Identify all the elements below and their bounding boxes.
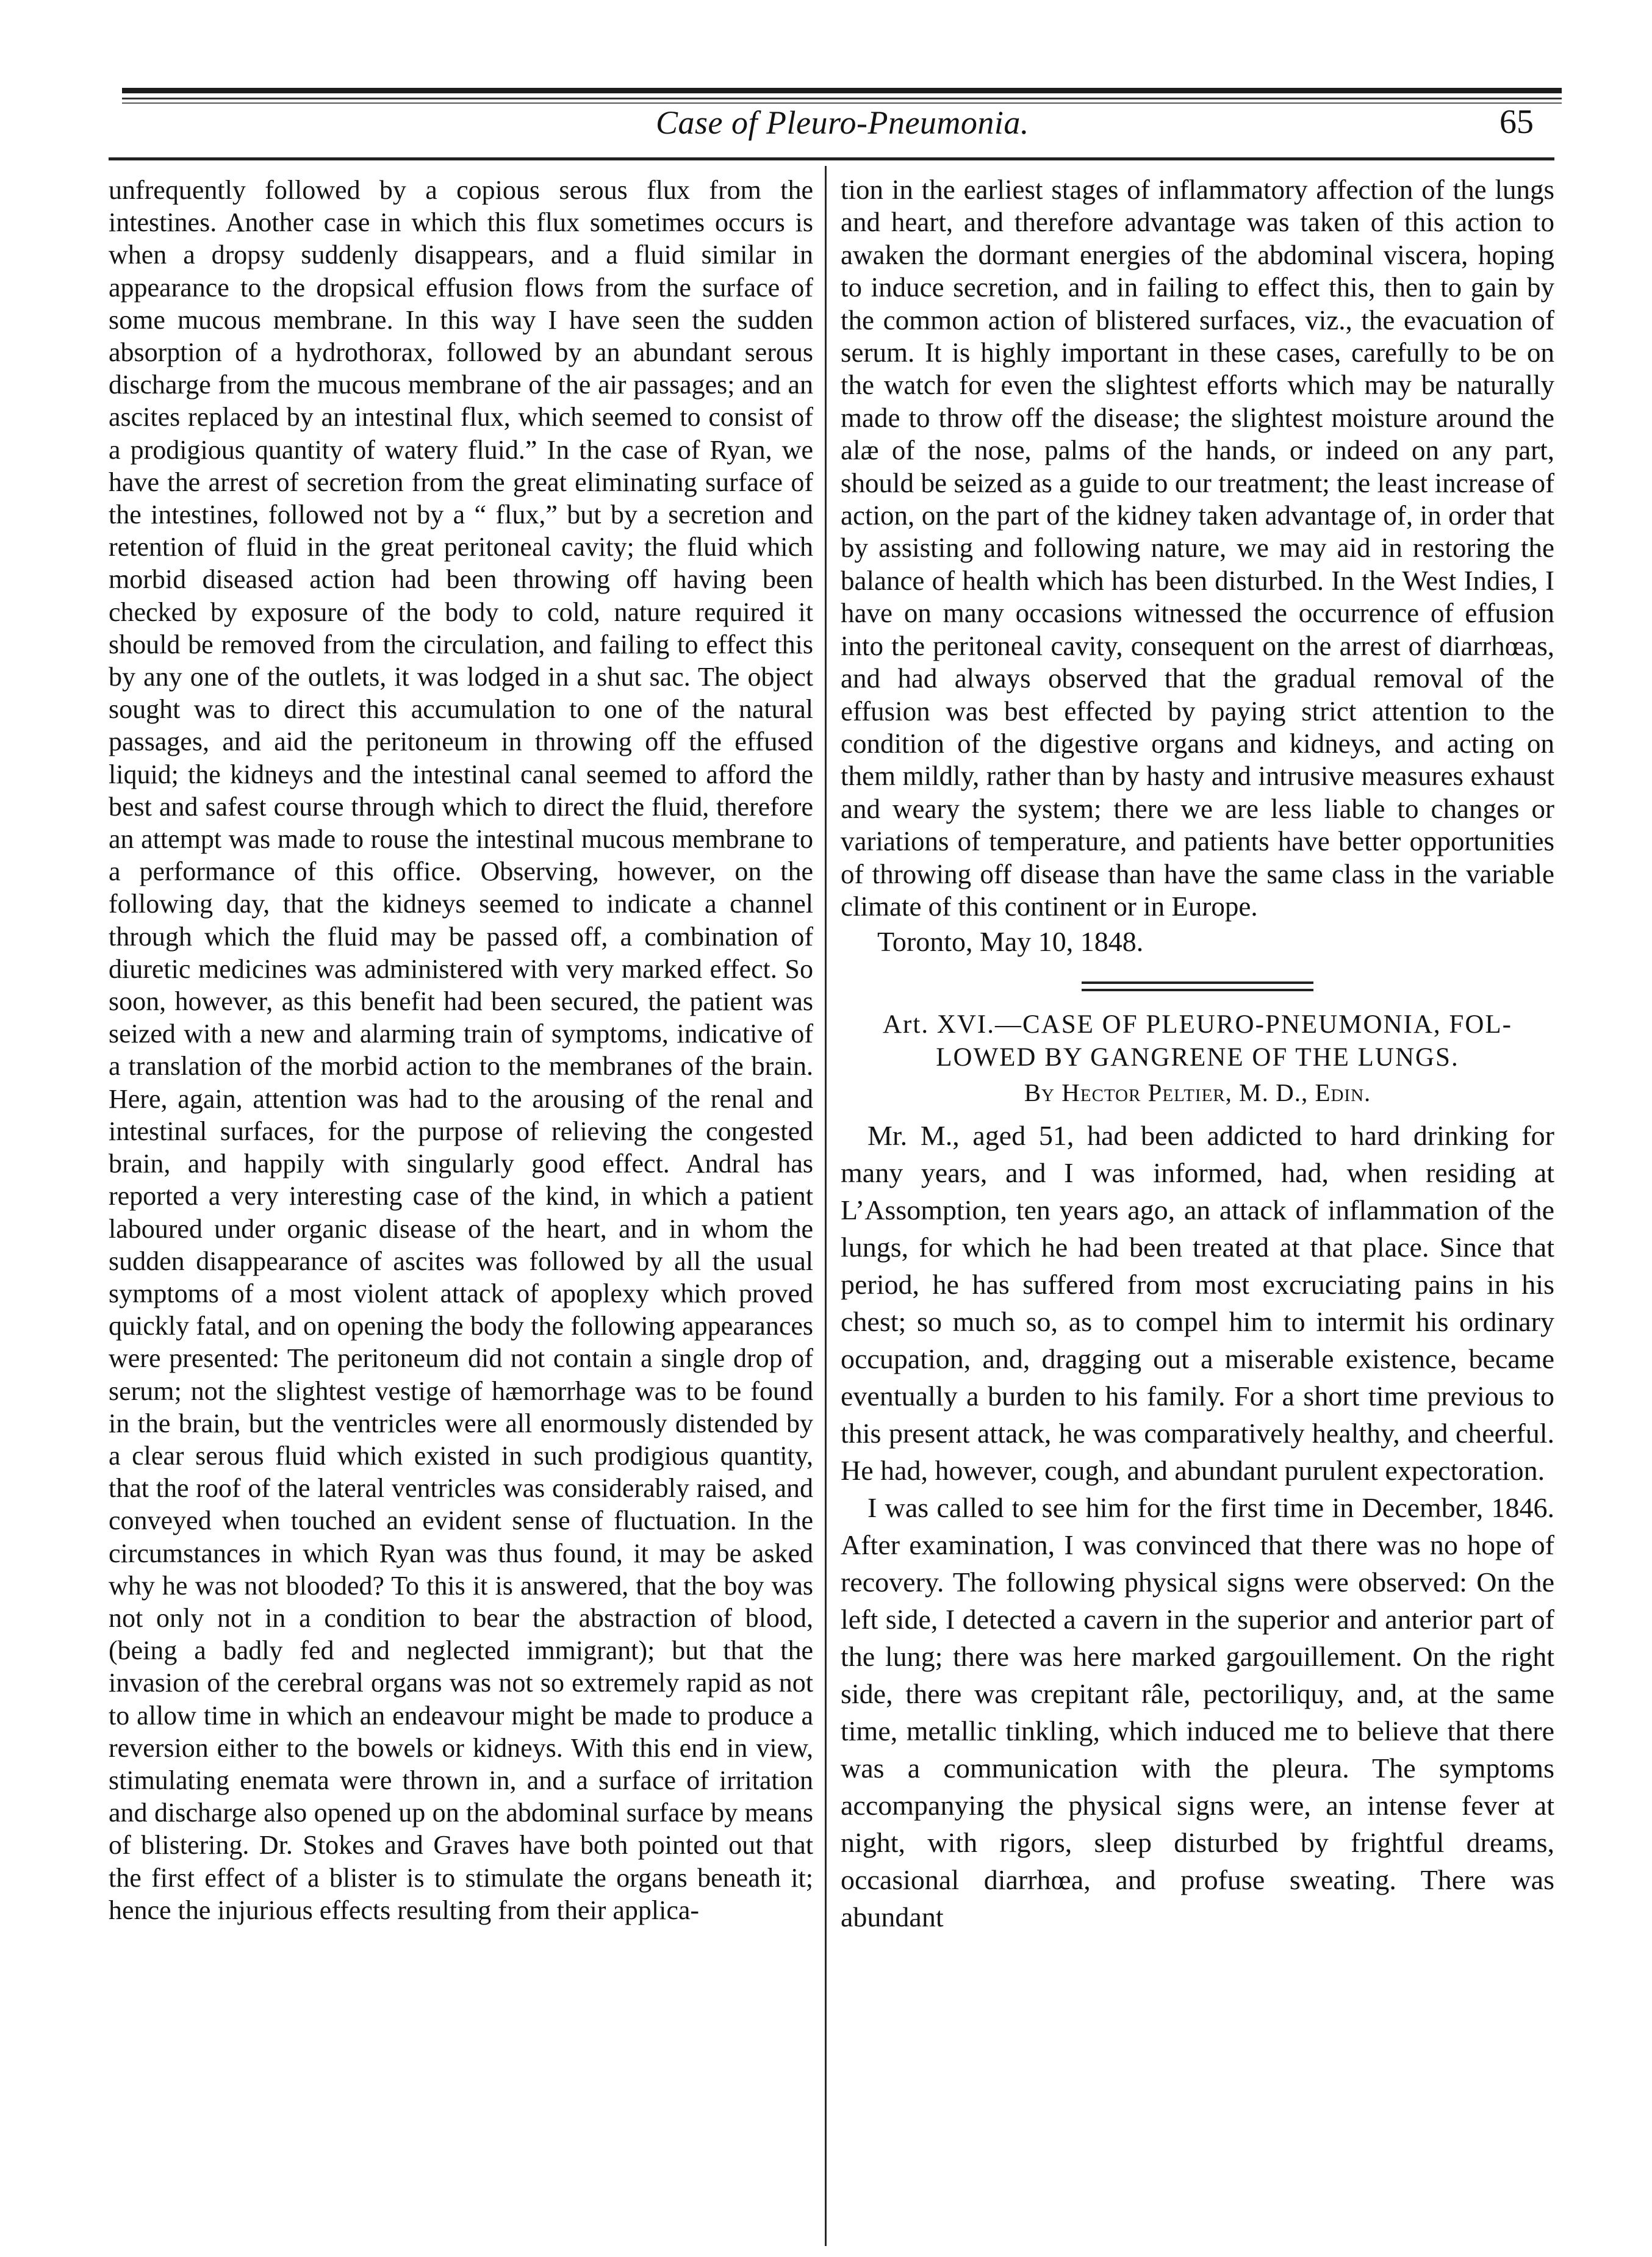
article-title-line: LOWED BY GANGRENE OF THE LUNGS. (936, 1042, 1459, 1072)
article-paragraph: I was called to see him for the first time in December, 1846. After examination, I was convinced that there was no hope of recovery. The following physical signs were observed: On the left side, I detected a cavern in the superior and anterior part of the lung; there was here marked gargouillement. On the right side, there was crepitant râle, pectoriliquy, and, at the same time, metallic tinkling, which induced me to believe that there was a communication with the pleura. The symptoms accompanying the physical signs were, an intense fever at night, with rigors, sleep disturbed by frightful dreams, occasional diarrhœa, and profuse sweating. There was abundant (841, 1491, 1554, 1932)
dateline: Toronto, May 10, 1848. (877, 926, 1144, 958)
header-rule (109, 157, 1554, 160)
left-paragraph: unfrequently followed by a copious serous flux from the intestines. Another case in which this flux sometimes occurs is when a dropsy suddenly disappears, and a fluid similar in appearance to the dropsical effusion flows from the surface of some mucous membrane. In this way I have seen the sudden absorption of a hydrothorax, followed by an abundant serous discharge from the mucous membrane of the air passages; and an ascites replaced by an intestinal flux, which seemed to consist of a prodigious quantity of watery fluid.” In the case of Ryan, we have the arrest of secretion from the great eliminating surface of the intestines, followed not by a “ flux,” but by a secretion and retention of fluid in the great peritoneal cavity; the fluid which morbid diseased action had been throwing off having been checked by exposure of the body to cold, nature required it should be removed from the circulation, and failing to effect this by any one of the outlets, it was lodged in a shut sac. The object sought was to direct this accumulation to one of the natural passages, and aid the peritoneum in throwing off the effused liquid; the kidneys and the intestinal canal seemed to afford the best and safest course through which to direct the fluid, therefore an attempt was made to rouse the intestinal mucous membrane to a performance of this office. Observing, however, on the following day, that the kidneys seemed to indicate a channel through which the fluid may be passed off, a combination of diuretic medicines was administered with very marked effect. So soon, however, as this benefit had been secured, the patient was seized with a new and alarming train of symptoms, indicative of a translation of the morbid action to the membranes of the brain. Here, again, attention was had to the arousing of the renal and intestinal surfaces, for the purpose of relieving the congested brain, and happily with singularly good effect. Andral has reported a very interesting case of the kind, in which a patient laboured under organic disease of the heart, and in whom the sudden disappearance of ascites was followed by all the usual symptoms of a most violent attack of apoplexy which proved quickly fatal, and on opening the body the following appearances were presented: The peritoneum did not contain a single drop of serum; not the slightest vestige of hæmorrhage was to be found in the brain, but the ventricles were all enormously distended by a clear serous fluid which existed in such prodigious quantity, that the roof of the lateral ventricles was considerably raised, and conveyed when touched an evident sense of fluctuation. In the circumstances in which Ryan was thus found, it may be asked why he was not blooded? To this it is answered, that the boy was not only not in a condition to bear the abstraction of blood, (being a badly fed and neglected immigrant); but that the invasion of the cerebral organs was not so extremely rapid as not to allow time in which an endeavour might be made to produce a reversion either to the bowels or kidneys. With this end in view, stimulating enemata were thrown in, and a surface of irritation and discharge also opened up on the abdominal surface by means of blistering. Dr. Stokes and Graves have both pointed out that the first effect of a blister is to stimulate the organs beneath it; hence the injurious effects resulting from their applica- (109, 175, 813, 1925)
article-paragraph: Mr. M., aged 51, had been addicted to hard drinking for many years, and I was informed, had, when residing at L’Assomption, ten years ago, an attack of inflammation of the lungs, for which he had been treated at that place. Since that period, he has suffered from most excruciating pains in his chest; so much so, as to compel him to intermit his ordinary occupation, and, dragging out a miserable existence, became eventually a burden to his family. For a short time previous to this present attack, he was comparatively healthy, and cheerful. He had, however, cough, and abundant purulent expectoration. (841, 1119, 1554, 1486)
column-divider (825, 166, 827, 2246)
left-column (109, 174, 813, 1926)
page-number: 65 (1499, 103, 1534, 141)
article-separator (1082, 981, 1313, 991)
right-column (841, 174, 1554, 1936)
article-author: By Hector Peltier, M. D., Edin. (1024, 1078, 1371, 1107)
running-title: Case of Pleuro-Pneumonia. (656, 104, 1029, 141)
article-title-line: Art. XVI.—CASE OF PLEURO-PNEUMONIA, FOL- (883, 1010, 1512, 1039)
top-ornamental-rule (122, 85, 1562, 106)
article-title (841, 1008, 1554, 1074)
article-body (841, 1117, 1554, 1936)
right-continuation-paragraph: tion in the earliest stages of inflammatory affection of the lungs and heart, and therefore advantage was taken of this action to awaken the dormant energies of the abdominal viscera, hoping to induce secretion, and in failing to effect this, then to gain by the common action of blistered surfaces, viz., the evacuation of serum. It is highly important in these cases, carefully to be on the watch for even the slightest efforts which may be naturally made to throw off the disease; the slightest moisture around the alæ of the nose, palms of the hands, or indeed on any part, should be seized as a guide to our treatment; the least increase of action, on the part of the kidney taken advantage of, in order that by assisting and following nature, we may aid in restoring the balance of health which has been disturbed. In the West Indies, I have on many occasions witnessed the occurrence of effusion into the peritoneal cavity, consequent on the arrest of diarrhœas, and had always observed that the gradual removal of the effusion was best effected by paying strict attention to the condition of the digestive organs and kidneys, and acting on them mildly, rather than by hasty and intrusive measures exhaust and weary the system; there we are less liable to changes or variations of temperature, and patients have better opportunities of throwing off disease than have the same class in the variable climate of this continent or in Europe. (841, 174, 1554, 922)
